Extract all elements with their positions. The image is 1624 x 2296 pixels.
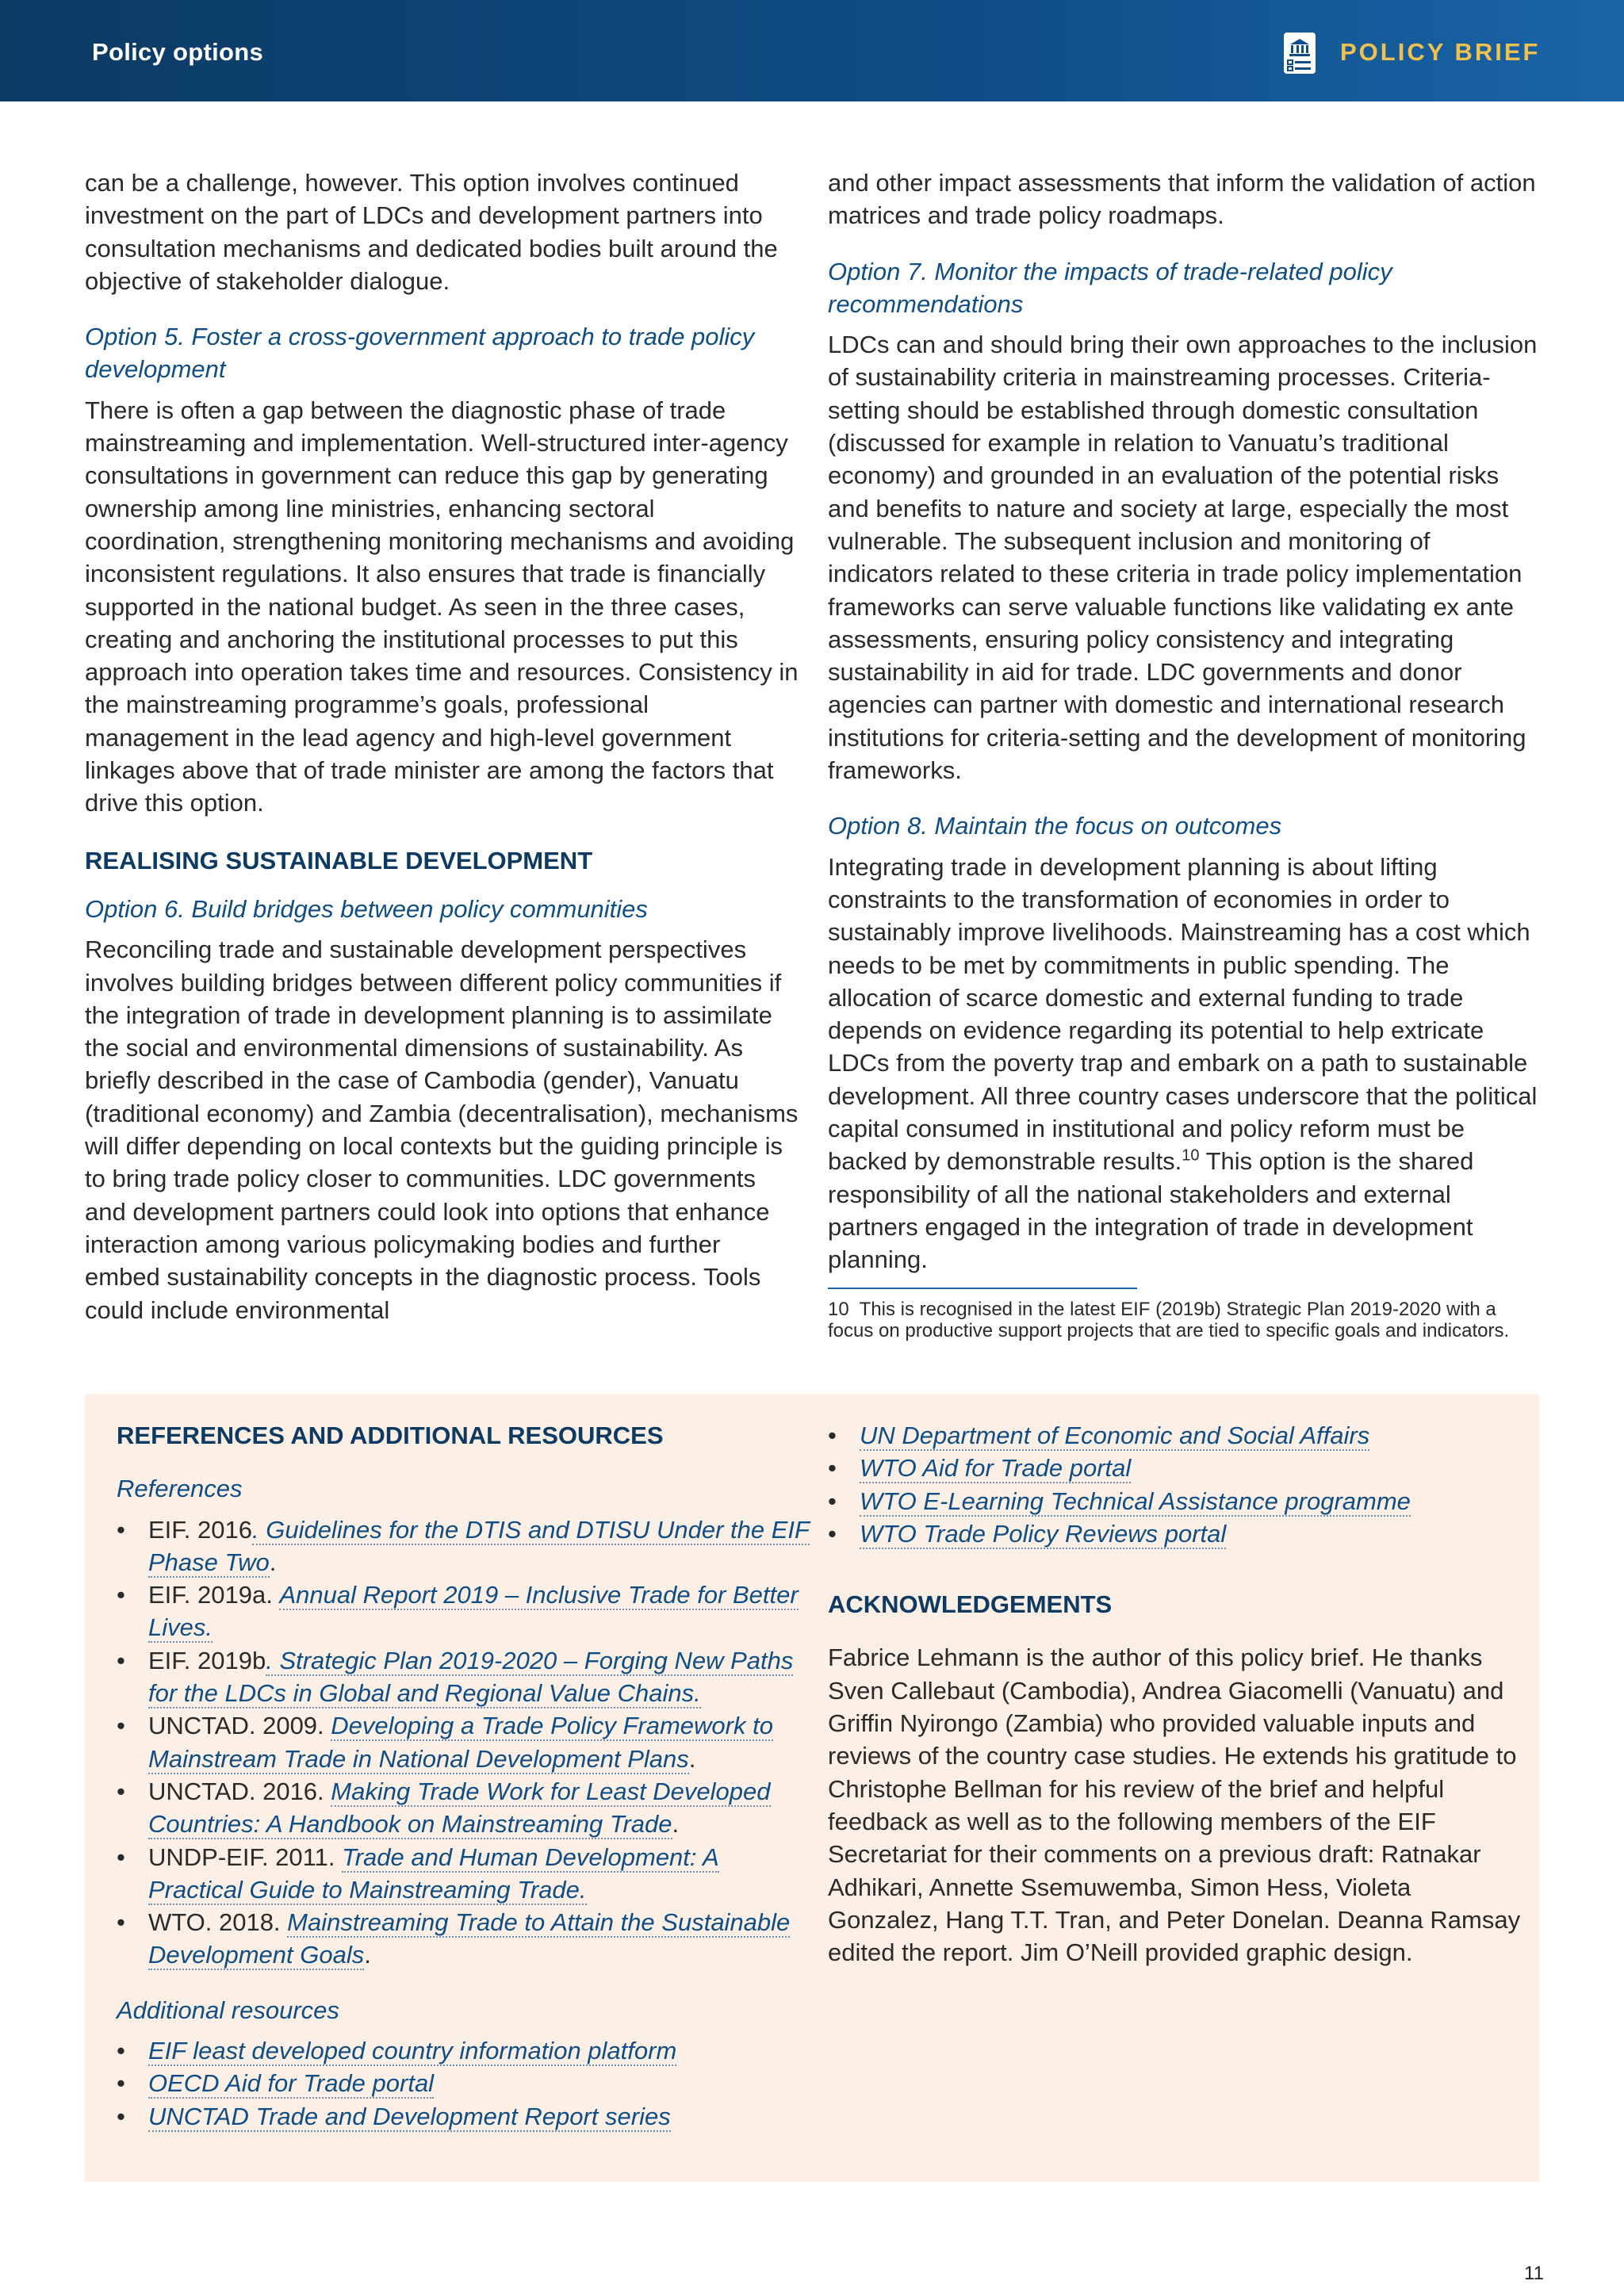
resource-item xyxy=(828,1517,1526,1550)
resource-link[interactable]: WTO E-Learning Technical Assistance programme xyxy=(860,1487,1411,1515)
footnote-divider xyxy=(828,1288,1137,1289)
resource-item xyxy=(828,1485,1526,1517)
brief-icon xyxy=(1283,32,1316,75)
reference-item: • UNCTAD. 2009. Developing a Trade Policy Framework to Mainstream Trade in National Development Plans. xyxy=(117,1709,814,1775)
reference-link[interactable]: . Guidelines for the DTIS and DTISU Under the EIF Phase Two xyxy=(148,1515,810,1576)
resource-item xyxy=(117,2034,814,2067)
left-column xyxy=(85,166,799,1326)
footnote xyxy=(828,1299,1542,1341)
reference-link[interactable]: Trade and Human Development: A Practical Guide to Mainstreaming Trade. xyxy=(148,1843,719,1904)
option-5-title: Option 5. Foster a cross-government approach to trade policy development xyxy=(85,323,755,384)
page-header xyxy=(0,0,1624,101)
option-5-text: There is often a gap between the diagnostic phase of trade mainstreaming and implementation. Well-structured inter-agency consultations in government can reduce this gap by generating ownership among line ministries, enhancing sectoral coordination, strengthening monitoring mechanisms and avoiding inconsistent regulations. It also ensures that trade is financially supported in the national budget. As seen in the three cases, creating and anchoring the institutional processes to put this approach into operation takes time and resources. Consistency in the mainstreaming programme’s goals, professional management in the lead agency and high-level government linkages above that of trade minister are among the factors that drive this option. xyxy=(85,396,799,817)
footnote-ref[interactable]: 10 xyxy=(1182,1146,1200,1165)
footnote-text: This is recognised in the latest EIF (2019b) Strategic Plan 2019-2020 with a focus on productive support projects that are tied to specific goals and indicators. xyxy=(828,1298,1510,1341)
resource-link[interactable]: WTO Aid for Trade portal xyxy=(860,1454,1132,1483)
option-7-text: LDCs can and should bring their own approaches to the inclusion of sustainability criteria in mainstreaming processes. Criteria-setting should be established through domestic consultation (discussed for example in relation to Vanuatu’s traditional economy) and grounded in an evaluation of the potential risks and benefits to nature and society at large, especially the most vulnerable. The subsequent inclusion and monitoring of indicators related to these criteria in trade policy implementation frameworks can serve valuable functions like validating ex ante assessments, ensuring policy consistency and integrating sustainability in aid for trade. LDC governments and donor agencies can partner with domestic and international research institutions for criteria-setting and the development of monitoring frameworks. xyxy=(828,331,1538,785)
references-heading: REFERENCES AND ADDITIONAL RESOURCES xyxy=(117,1422,664,1449)
option-6-text: Reconciling trade and sustainable development perspectives involves building bridges between different policy communities if the integration of trade in development planning is to assimilate the social and environmental dimensions of sustainability. As briefly described in the case of Cambodia (gender), Vanuatu (traditional economy) and Zambia (decentralisation), mechanisms will differ depending on local contexts but the guiding principle is to bring trade policy closer to communities. LDC governments and development partners could look into options that enhance interaction among various policymaking bodies and further embed sustainability concepts in the diagnostic process. Tools could include environmental xyxy=(85,936,799,1324)
resource-item xyxy=(828,1452,1526,1484)
reference-item: • UNDP-EIF. 2011. Trade and Human Development: A Practical Guide to Mainstreaming Trade. xyxy=(117,1841,814,1907)
resource-link[interactable]: UN Department of Economic and Social Affairs xyxy=(860,1422,1370,1449)
page-number: 11 xyxy=(1524,2263,1544,2284)
reference-link[interactable]: . Strategic Plan 2019-2020 – Forging New Paths for the LDCs in Global and Regional Value Chains. xyxy=(148,1646,794,1708)
paragraph: can be a challenge, however. This option involves continued investment on the part of LDCs and development partners into consultation mechanisms and dedicated bodies built around the objective of stakeholder dialogue. xyxy=(85,169,778,295)
resources-column xyxy=(828,1419,1526,1969)
policy-brief-badge: POLICY BRIEF xyxy=(1340,38,1541,66)
reference-link[interactable]: Mainstreaming Trade to Attain the Sustainable Development Goals xyxy=(148,1908,791,1969)
option-8-title: Option 8. Maintain the focus on outcomes xyxy=(828,812,1282,840)
references-column xyxy=(117,1419,814,2133)
footnote-number: 10 xyxy=(828,1298,849,1320)
option-8-text-b: This option is the shared responsibility of all the national stakeholders and external partners engaged in the integration of trade in development planning. xyxy=(828,1147,1474,1274)
resource-item xyxy=(117,2100,814,2133)
acknowledgements-text: Fabrice Lehmann is the author of this policy brief. He thanks Sven Callebaut (Cambodia), Andrea Giacomelli (Vanuatu) and Griffin Nyirongo (Zambia) who provided valuable inputs and reviews of the country case studies. He extends his gratitude to Christophe Bellman for his review of the brief and helpful feedback as well as to the following members of the EIF Secretariat for their comments on a previous draft: Ratnakar Adhikari, Annette Ssemuwemba, Simon Hess, Violeta Gonzalez, Hang T.T. Tran, and Peter Donelan. Deanna Ramsay edited the report. Jim O’Neill provided graphic design. xyxy=(828,1644,1521,1967)
references-label: References xyxy=(117,1475,243,1503)
section-title: Policy options xyxy=(92,38,264,66)
option-8-text xyxy=(828,851,1542,1276)
resource-link[interactable]: OECD Aid for Trade portal xyxy=(148,2069,435,2098)
section-heading: REALISING SUSTAINABLE DEVELOPMENT xyxy=(85,846,593,874)
reference-link[interactable]: Annual Report 2019 – Inclusive Trade for Better Lives. xyxy=(148,1581,799,1642)
option-8-text-a: Integrating trade in development planning is about lifting constraints to the transformation of economies in order to sustainably improve livelihoods. Mainstreaming has a cost which needs to be met by commitments in public spending. The allocation of scarce domestic and external funding to trade depends on evidence regarding its potential to help extricate LDCs from the poverty trap and embark on a path to sustainable development. All three country cases underscore that the political capital consumed in institutional and policy reform must be backed by demonstrable results. xyxy=(828,852,1538,1176)
reference-link[interactable]: Developing a Trade Policy Framework to Mainstream Trade in National Development Plans xyxy=(148,1712,773,1773)
resource-link[interactable]: EIF least developed country information platform xyxy=(148,2037,677,2065)
reference-item: • EIF. 2016. Guidelines for the DTIS and DTISU Under the EIF Phase Two. xyxy=(117,1513,814,1579)
paragraph: and other impact assessments that inform the validation of action matrices and trade policy roadmaps. xyxy=(828,169,1536,230)
additional-resources-list xyxy=(117,2034,814,2133)
reference-item: • WTO. 2018. Mainstreaming Trade to Attain the Sustainable Development Goals. xyxy=(117,1906,814,1972)
resource-link[interactable]: WTO Trade Policy Reviews portal xyxy=(860,1519,1227,1548)
right-column xyxy=(828,166,1542,1341)
option-7-title: Option 7. Monitor the impacts of trade-related policy recommendations xyxy=(828,257,1392,318)
additional-resources-label: Additional resources xyxy=(117,1996,339,2024)
reference-link[interactable]: Making Trade Work for Least Developed Countries: A Handbook on Mainstreaming Trade xyxy=(148,1777,771,1839)
reference-item: • EIF. 2019a. Annual Report 2019 – Inclusive Trade for Better Lives. xyxy=(117,1578,814,1644)
resource-item xyxy=(117,2067,814,2099)
acknowledgements-heading: ACKNOWLEDGEMENTS xyxy=(828,1590,1113,1619)
reference-item: • EIF. 2019b. Strategic Plan 2019-2020 – Forging New Paths for the LDCs in Global and Regional Value Chains. xyxy=(117,1644,814,1710)
references-box xyxy=(85,1394,1539,2182)
option-6-title: Option 6. Build bridges between policy communities xyxy=(85,894,648,923)
resource-link[interactable]: UNCTAD Trade and Development Report series xyxy=(148,2102,671,2130)
reference-item: • UNCTAD. 2016. Making Trade Work for Least Developed Countries: A Handbook on Mainstreaming Trade. xyxy=(117,1775,814,1841)
resource-item xyxy=(828,1419,1526,1452)
references-list xyxy=(117,1513,814,1972)
more-resources-list xyxy=(828,1419,1526,1550)
